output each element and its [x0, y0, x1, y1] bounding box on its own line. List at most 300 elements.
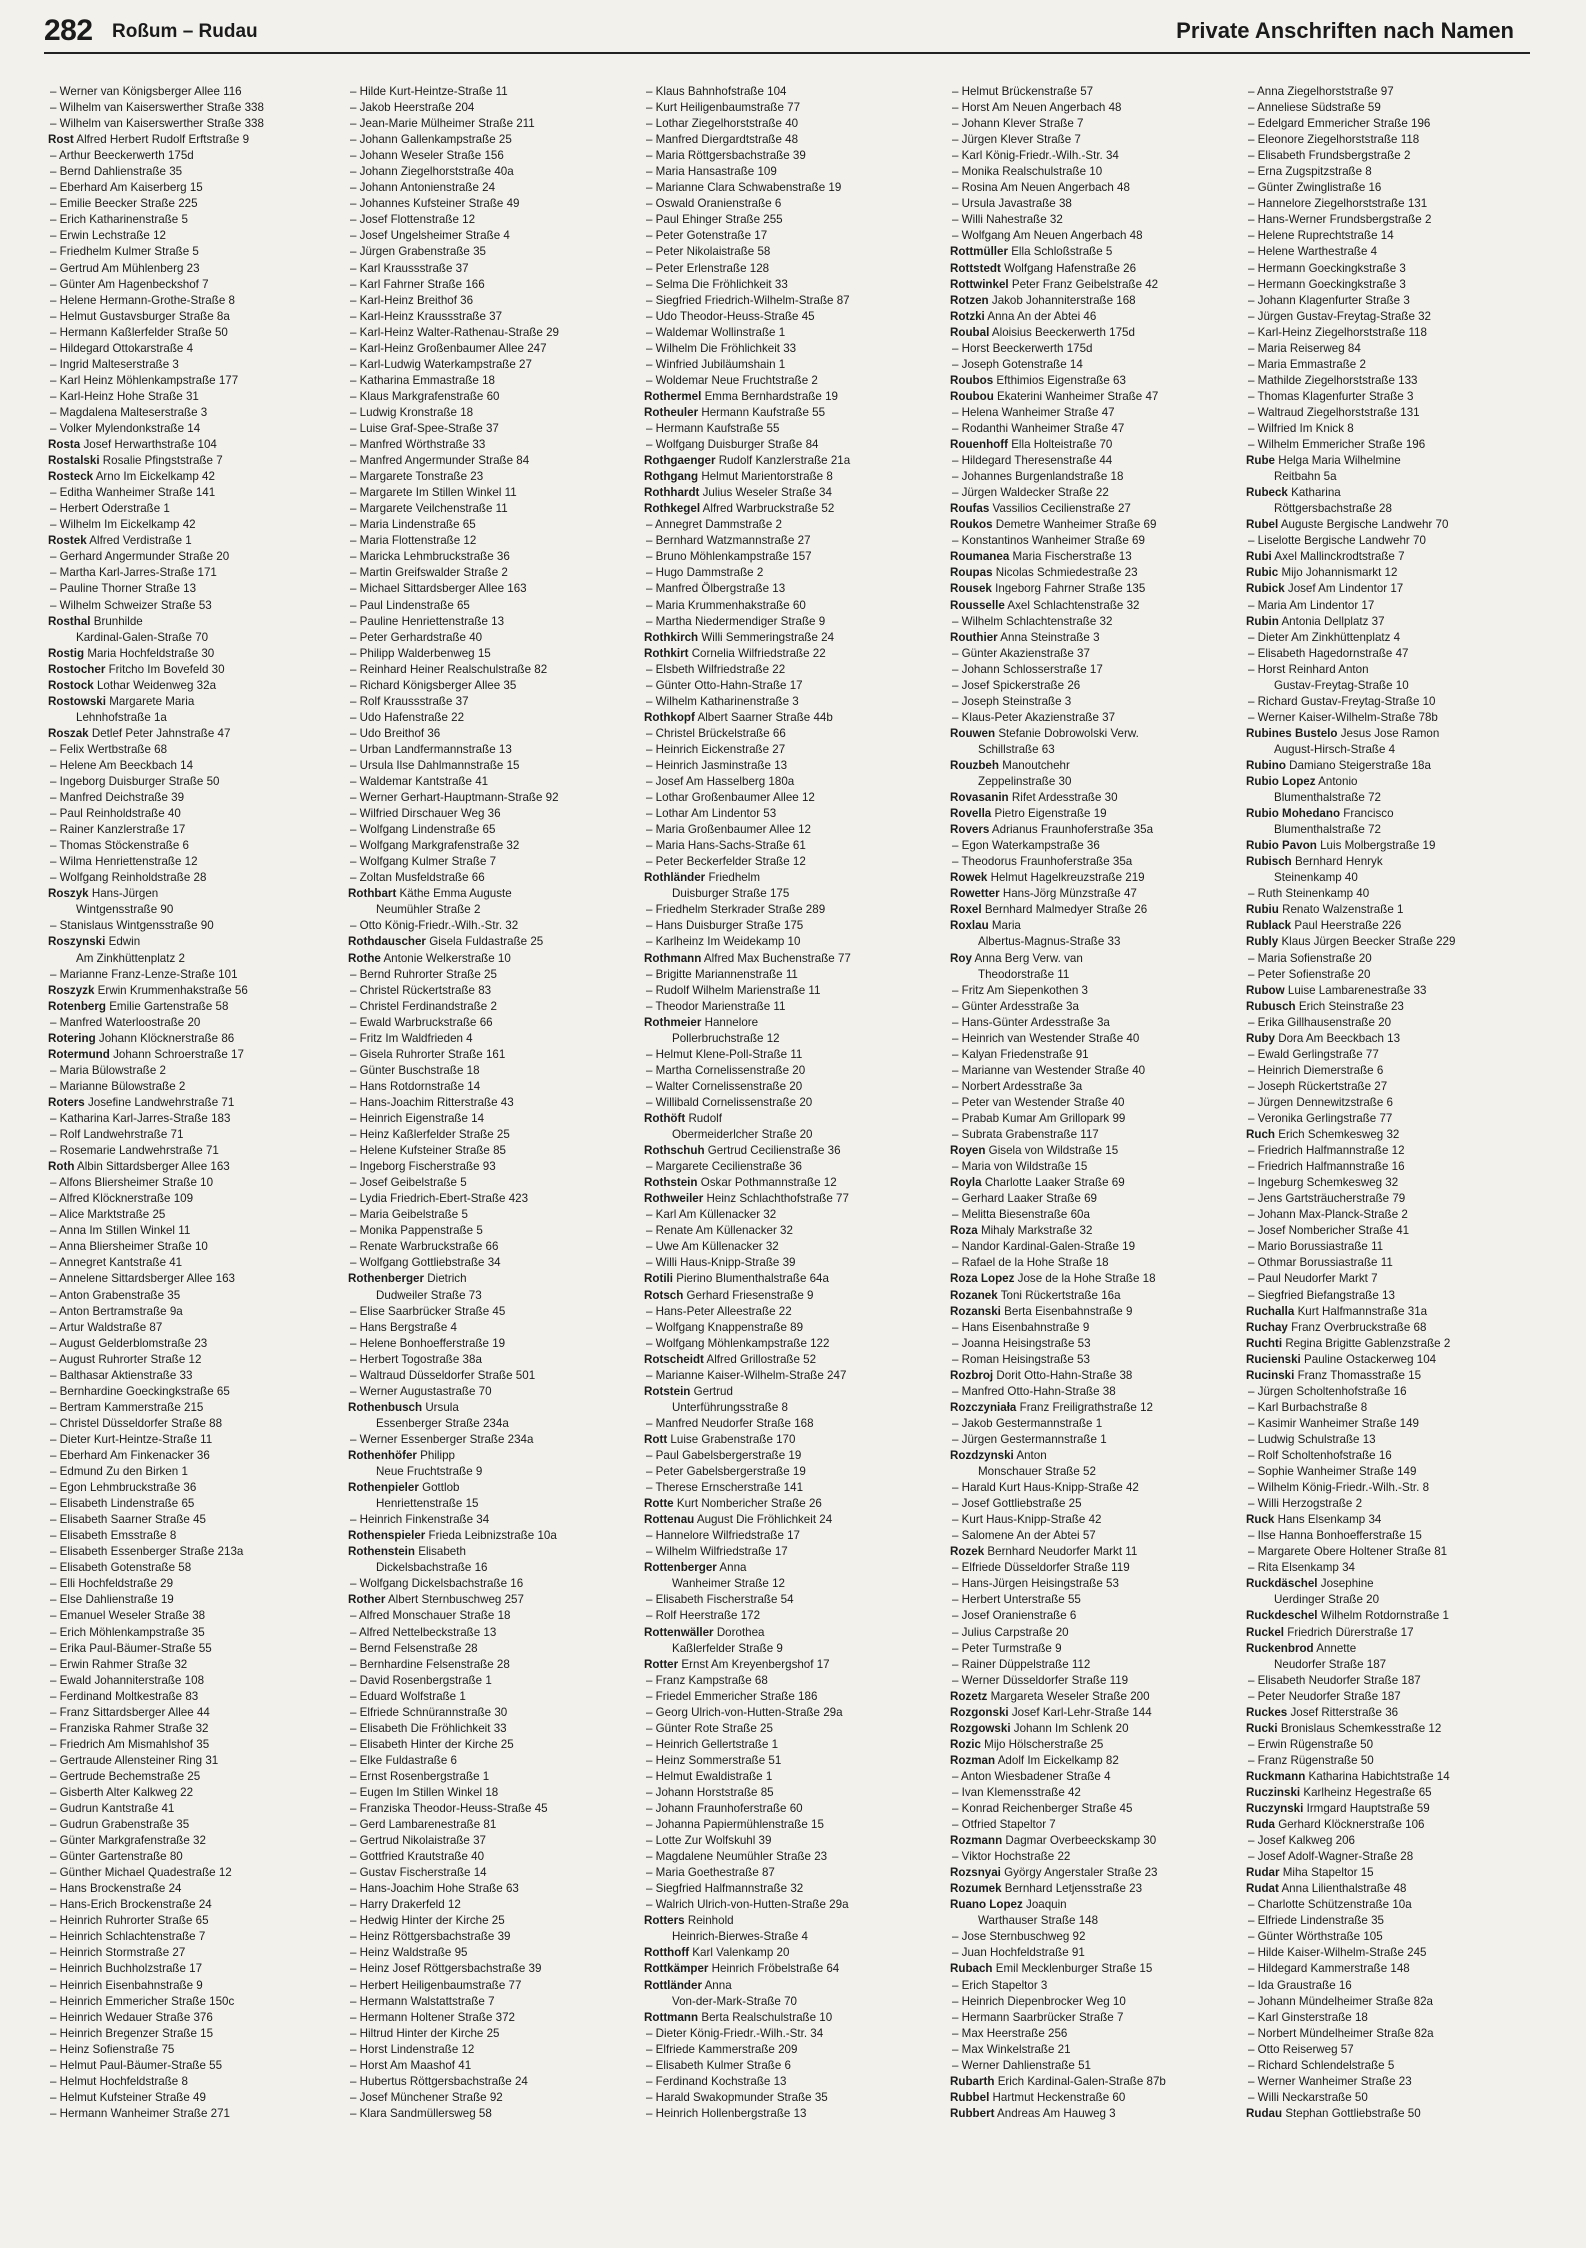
sub-entry: – Josef Adolf-Wagner-Straße 28 [1248, 1850, 1414, 1864]
sub-entry: – Martha Niedermendiger Straße 9 [646, 614, 826, 628]
entry-details: Gerhard Friesenstraße 9 [686, 1288, 814, 1302]
sub-entry: – Margarete Tonstraße 23 [350, 470, 484, 484]
surname: Roszak [48, 726, 89, 740]
address-continuation: Schillstraße 63 [978, 742, 1055, 756]
sub-entry: – Gottfried Krautstraße 40 [350, 1850, 485, 1864]
sub-entry: – Gustav Fischerstraße 14 [350, 1866, 487, 1880]
sub-entry: – Charlotte Schützenstraße 10a [1248, 1898, 1412, 1912]
entry-details: August Die Fröhlichkeit 24 [696, 1513, 833, 1527]
surname: Rozek [950, 1545, 985, 1559]
sub-entry: – Klaus Bahnhofstraße 104 [646, 85, 787, 98]
surname: Rothhardt [644, 486, 700, 500]
surname-entry [348, 1271, 630, 1287]
sub-entry: – Hilde Kurt-Heintze-Straße 11 [350, 85, 508, 98]
surname-entry [950, 2106, 1232, 2122]
entry-details: Charlotte Laaker Straße 69 [984, 1176, 1125, 1190]
sub-entry: – Horst Lindenstraße 12 [350, 2042, 475, 2056]
surname: Rouenhoff [950, 438, 1008, 452]
surname-entry [1246, 1304, 1528, 1320]
sub-entry: – Edmund Zu den Birken 1 [50, 1465, 188, 1479]
surname: Roters [48, 1095, 85, 1109]
surname-entry [950, 726, 1232, 742]
surname-entry [48, 132, 330, 148]
surname: Ruczinski [1246, 1785, 1301, 1799]
sub-entry: – Johann Mündelheimer Straße 82a [1248, 1994, 1433, 2008]
surname: Ruckenbrod [1246, 1641, 1314, 1655]
sub-entry: – Helene Ruprechtstraße 14 [1248, 229, 1394, 243]
surname: Rubisch [1246, 855, 1292, 869]
surname: Rube [1246, 454, 1275, 468]
sub-entry: – Anna Bliersheimer Straße 10 [50, 1240, 208, 1254]
sub-entry: – Heinrich Stormstraße 27 [50, 1946, 186, 1960]
surname: Rubbel [950, 2090, 990, 2104]
surname: Rothgaenger [644, 454, 716, 468]
address-continuation: Theodorstraße 11 [978, 967, 1070, 981]
sub-entry: – Günter Buschstraße 18 [350, 1063, 480, 1077]
surname-entry [950, 389, 1232, 405]
entry-details: Demetre Wanheimer Straße 69 [995, 518, 1157, 532]
sub-entry: – Paul Ehinger Straße 255 [646, 213, 783, 227]
surname: Rubio Pavon [1246, 839, 1317, 853]
sub-entry: – Karl-Heinz Ziegelhorststraße 118 [1248, 325, 1427, 339]
sub-entry: – Werner Gerhart-Hauptmann-Straße 92 [350, 791, 559, 805]
surname-entry [950, 2090, 1232, 2106]
sub-entry: – Jürgen Waldecker Straße 22 [952, 486, 1109, 500]
sub-entry: – Ruth Steinenkamp 40 [1248, 887, 1370, 901]
sub-entry: – Jakob Heerstraße 204 [350, 101, 475, 115]
sub-entry: – Uwe Am Küllenacker 32 [646, 1240, 779, 1254]
surname-entry [1246, 934, 1528, 950]
entry-details: Johann Schroerstraße 17 [113, 1047, 244, 1061]
surname: Royla [950, 1176, 982, 1190]
surname-entry [644, 469, 926, 485]
surname: Roubou [950, 389, 994, 403]
sub-entry: – Heinrich Finkenstraße 34 [350, 1513, 490, 1527]
sub-entry: – Maria Großenbaumer Allee 12 [646, 823, 811, 837]
surname: Roumanea [950, 550, 1010, 564]
entry-details: Axel Schlachtenstraße 32 [1007, 598, 1140, 612]
sub-entry: – Eugen Im Stillen Winkel 18 [350, 1785, 499, 1799]
sub-entry: – Peter Turmstraße 9 [952, 1641, 1062, 1655]
surname-entry [644, 630, 926, 646]
surname: Rozic [950, 1737, 981, 1751]
sub-entry: – Peter Gabelsbergerstraße 19 [646, 1465, 806, 1479]
sub-entry: – Rainer Düppelstraße 112 [952, 1657, 1091, 1671]
sub-entry: – Gerhard Laaker Straße 69 [952, 1192, 1098, 1206]
surname-entry [950, 1544, 1232, 1560]
entry-details: Gisela von Wildstraße 15 [988, 1144, 1119, 1158]
sub-entry: – Dieter Kurt-Heintze-Straße 11 [50, 1432, 213, 1446]
entry-details: Hartmut Heckenstraße 60 [992, 2090, 1126, 2104]
sub-entry: – Erich Stapeltor 3 [952, 1978, 1048, 1992]
address-continuation: Röttgersbachstraße 28 [1274, 502, 1392, 516]
sub-entry: – Gudrun Kantstraße 41 [50, 1802, 175, 1816]
surname-entry [1246, 1801, 1528, 1817]
surname-entry [48, 614, 330, 630]
surname-entry [950, 325, 1232, 341]
sub-entry: – Maria Goethestraße 87 [646, 1866, 775, 1880]
surname: Routhier [950, 630, 998, 644]
sub-entry: – Maria Hansastraße 109 [646, 165, 777, 179]
address-continuation: Duisburger Straße 175 [672, 887, 790, 901]
entry-details: Hans Elsenkamp 34 [1277, 1513, 1382, 1527]
sub-entry: – Wilfried Im Knick 8 [1248, 421, 1354, 435]
surname-entry [48, 533, 330, 549]
sub-entry: – Peter Beckerfelder Straße 12 [646, 855, 806, 869]
sub-entry: – Elisabeth Fischerstraße 54 [646, 1593, 794, 1607]
entry-details: Dorothea [716, 1625, 765, 1639]
sub-entry: – Josef Spickerstraße 26 [952, 678, 1081, 692]
surname-entry [1246, 1336, 1528, 1352]
surname-entry [950, 1833, 1232, 1849]
address-continuation: Wintgensstraße 90 [76, 903, 174, 917]
directory-column-2 [348, 84, 630, 2122]
surname: Rothweiler [644, 1192, 704, 1206]
surname: Ruck [1246, 1513, 1275, 1527]
surname-entry [48, 453, 330, 469]
surname-entry [644, 405, 926, 421]
sub-entry: – Rafael de la Hohe Straße 18 [952, 1256, 1109, 1270]
sub-entry: – Hermann Goeckingkstraße 3 [1248, 277, 1406, 291]
entry-details: Annette [1316, 1641, 1357, 1655]
sub-entry: – Johannes Kufsteiner Straße 49 [350, 197, 520, 211]
entry-details: Karl Valenkamp 20 [692, 1946, 790, 1960]
surname: Roszyzk [48, 983, 95, 997]
sub-entry: – Horst Beeckerwerth 175d [952, 341, 1093, 355]
surname-entry [950, 598, 1232, 614]
surname: Rubarth [950, 2074, 995, 2088]
entry-details: Albin Sittardsberger Allee 163 [77, 1160, 230, 1174]
surname-entry [1246, 806, 1528, 822]
entry-details: Anna [704, 1978, 732, 1992]
sub-entry: – Maria Geibelstraße 5 [350, 1208, 468, 1222]
entry-details: Damiano Steigerstraße 18a [1289, 758, 1431, 772]
sub-entry: – Theodorus Fraunhoferstraße 35a [952, 855, 1133, 869]
surname-entry [1246, 581, 1528, 597]
sub-entry: – Heinz Sofienstraße 75 [50, 2042, 175, 2056]
entry-details: Irmgard Hauptstraße 59 [1306, 1802, 1430, 1816]
surname: Roukos [950, 518, 993, 532]
entry-details: Bernhard Neudorfer Markt 11 [987, 1545, 1138, 1559]
sub-entry: – Waltraud Düsseldorfer Straße 501 [350, 1368, 536, 1382]
entry-details: Efthimios Eigenstraße 63 [996, 373, 1126, 387]
surname: Rowetter [950, 887, 1000, 901]
sub-entry: – Salomene An der Abtei 57 [952, 1529, 1096, 1543]
entry-details: Ursula [425, 1400, 459, 1414]
sub-entry: – Helmut Paul-Bäumer-Straße 55 [50, 2058, 223, 2072]
sub-entry: – Günter Am Hagenbeckshof 7 [50, 277, 209, 291]
entry-details: Antonie Welkerstraße 10 [383, 951, 511, 965]
sub-entry: – Urban Landfermannstraße 13 [350, 742, 512, 756]
sub-entry: – Elfriede Lindenstraße 35 [1248, 1914, 1384, 1928]
sub-entry: – Julius Carpstraße 20 [952, 1625, 1069, 1639]
surname-entry [950, 1288, 1232, 1304]
surname: Rothenhöfer [348, 1448, 417, 1462]
surname-entry [1246, 549, 1528, 565]
sub-entry: – Franz Rügenstraße 50 [1248, 1753, 1374, 1767]
sub-entry: – Zoltan Musfeldstraße 66 [350, 871, 485, 885]
sub-entry: – Hans Eisenbahnstraße 9 [952, 1320, 1090, 1334]
sub-entry: – Ferdinand Moltkestraße 83 [50, 1689, 199, 1703]
sub-entry: – Josef Am Hasselberg 180a [646, 775, 795, 789]
surname-entry [1246, 999, 1528, 1015]
surname-entry [1246, 1817, 1528, 1833]
sub-entry: – Christel Brückelstraße 66 [646, 726, 786, 740]
surname-entry [644, 1191, 926, 1207]
sub-entry: – Franziska Theodor-Heuss-Straße 45 [350, 1802, 548, 1816]
sub-entry: – Lothar Ziegelhorststraße 40 [646, 117, 799, 131]
surname: Rouwen [950, 726, 996, 740]
sub-entry: – Elisabeth Neudorfer Straße 187 [1248, 1673, 1421, 1687]
sub-entry: – Wilhelm Die Fröhlichkeit 33 [646, 341, 797, 355]
sub-entry: – Heinz Sommerstraße 51 [646, 1753, 782, 1767]
sub-entry: – Günter Akazienstraße 37 [952, 646, 1090, 660]
entry-details: Albert Saarner Straße 44b [697, 710, 833, 724]
sub-entry: – Hermann Saarbrücker Straße 7 [952, 2010, 1124, 2024]
sub-entry: – Klaus-Peter Akazienstraße 37 [952, 710, 1116, 724]
sub-entry: – Gertraude Allensteiner Ring 31 [50, 1753, 219, 1767]
sub-entry: – Helena Wanheimer Straße 47 [952, 405, 1115, 419]
sub-entry: – Alice Marktstraße 25 [50, 1208, 166, 1222]
surname-entry [644, 485, 926, 501]
sub-entry: – Karl-Heinz Breithof 36 [350, 293, 474, 307]
surname: Rothöft [644, 1112, 686, 1125]
directory-column-3 [644, 84, 926, 2122]
sub-entry: – Josef Kalkweg 206 [1248, 1834, 1355, 1848]
surname: Rotter [644, 1657, 679, 1671]
sub-entry: – Elsbeth Wilfriedstraße 22 [646, 662, 786, 676]
header-rule [44, 52, 1530, 54]
sub-entry: – Klara Sandmüllersweg 58 [350, 2106, 492, 2120]
surname-entry [48, 694, 330, 710]
address-continuation: Von-der-Mark-Straße 70 [672, 1994, 798, 2008]
page-number: 282 [44, 14, 93, 47]
address-continuation: Neumühler Straße 2 [376, 903, 481, 917]
sub-entry: – Hildegard Ottokarstraße 4 [50, 341, 194, 355]
entry-details: Luise Grabenstraße 170 [670, 1432, 796, 1446]
entry-details: Frieda Leibnizstraße 10a [428, 1529, 557, 1543]
surname-entry [644, 1496, 926, 1512]
entry-details: Joaquin [1026, 1898, 1067, 1912]
sub-entry: – Wolfgang Dickelsbachstraße 16 [350, 1577, 524, 1591]
sub-entry: – Elisabeth Lindenstraße 65 [50, 1497, 195, 1511]
surname: Rozmann [950, 1834, 1003, 1848]
address-continuation: Heinrich-Bierwes-Straße 4 [672, 1930, 808, 1944]
sub-entry: – Margarete Veilchenstraße 11 [350, 502, 508, 516]
surname: Rousselle [950, 598, 1005, 612]
sub-entry: – Hildegard Kammerstraße 148 [1248, 1962, 1410, 1976]
sub-entry: – Josef Gottliebstraße 25 [952, 1497, 1082, 1511]
sub-entry: – Hugo Dammstraße 2 [646, 566, 764, 580]
sub-entry: – Karl-Ludwig Waterkampstraße 27 [350, 357, 532, 371]
surname-entry [950, 581, 1232, 597]
surname: Rottmann [644, 2010, 699, 2024]
surname-entry [1246, 565, 1528, 581]
surname-entry [1246, 1785, 1528, 1801]
sub-entry: – Willi Haus-Knipp-Straße 39 [646, 1256, 796, 1270]
entry-details: Josef Am Lindentor 17 [1287, 582, 1404, 596]
sub-entry: – Martin Greifswalder Straße 2 [350, 566, 508, 580]
entry-details: Pierino Blumenthalstraße 64a [676, 1272, 829, 1286]
surname: Rottenberger [644, 1561, 717, 1575]
surname-entry [644, 1625, 926, 1641]
sub-entry: – Helmut Hochfeldstraße 8 [50, 2074, 188, 2088]
sub-entry: – Friedel Emmericher Straße 186 [646, 1689, 818, 1703]
surname-entry [348, 1528, 630, 1544]
entry-details: Hermann Kaufstraße 55 [701, 405, 826, 419]
sub-entry: – Gertrud Nikolaistraße 37 [350, 1834, 486, 1848]
surname-entry [1246, 2106, 1528, 2122]
surname: Rothstein [644, 1176, 698, 1190]
surname: Rottwinkel [950, 277, 1009, 291]
sub-entry: – Elisabeth Hagedornstraße 47 [1248, 646, 1409, 660]
address-continuation: Dudweiler Straße 73 [376, 1288, 482, 1302]
sub-entry: – Wilhelm König-Friedr.-Wilh.-Str. 8 [1248, 1481, 1430, 1495]
sub-entry: – Joseph Steinstraße 3 [952, 694, 1072, 708]
sub-entry: – Hannelore Ziegelhorststraße 131 [1248, 197, 1428, 211]
surname: Roupas [950, 566, 993, 580]
entry-details: Paul Heerstraße 226 [1294, 919, 1402, 933]
surname-entry [644, 1512, 926, 1528]
surname-entry [950, 886, 1232, 902]
sub-entry: – Peter Gotenstraße 17 [646, 229, 768, 243]
surname: Rothkegel [644, 502, 701, 516]
sub-entry: – August Ruhrorter Straße 12 [50, 1352, 202, 1366]
sub-entry: – Heinz Röttgersbachstraße 39 [350, 1930, 511, 1944]
sub-entry: – Subrata Grabenstraße 117 [952, 1128, 1099, 1142]
sub-entry: – Lotte Zur Wolfskuhl 39 [646, 1834, 772, 1848]
sub-entry: – Günter Zwinglistraße 16 [1248, 181, 1382, 195]
sub-entry: – Hermann Walstattstraße 7 [350, 1994, 495, 2008]
sub-entry: – Annelene Sittardsberger Allee 163 [50, 1272, 235, 1286]
address-continuation: Uerdinger Straße 20 [1274, 1593, 1380, 1607]
sub-entry: – Klaus Markgrafenstraße 60 [350, 389, 500, 403]
sub-entry: – Wilhelm Im Eickelkamp 42 [50, 518, 196, 532]
surname: Rubbert [950, 2106, 995, 2120]
entry-details: Julius Weseler Straße 34 [702, 486, 832, 500]
surname-entry [644, 1978, 926, 1994]
sub-entry: – Erwin Lechstraße 12 [50, 229, 166, 243]
surname-entry [644, 1961, 926, 1977]
sub-entry: – Bernd Dahlienstraße 35 [50, 165, 183, 179]
sub-entry: – Wilma Henriettenstraße 12 [50, 855, 198, 869]
sub-entry: – Harry Drakerfeld 12 [350, 1898, 461, 1912]
surname-entry [644, 1560, 926, 1576]
sub-entry: – Christel Rückertstraße 83 [350, 983, 492, 997]
sub-entry: – Hans Bergstraße 4 [350, 1320, 457, 1334]
entry-details: Renato Walzenstraße 1 [1282, 903, 1404, 917]
sub-entry: – Jean-Marie Mülheimer Straße 211 [350, 117, 535, 131]
sub-entry: – Johann Ziegelhorststraße 40a [350, 165, 514, 179]
surname: Rousek [950, 582, 992, 596]
sub-entry: – Helene Warthestraße 4 [1248, 245, 1378, 259]
sub-entry: – Joseph Rückertstraße 27 [1248, 1079, 1388, 1093]
surname: Rostocher [48, 662, 106, 676]
surname: Rothenbusch [348, 1400, 423, 1414]
sub-entry: – Wilfried Dirschauer Weg 36 [350, 807, 501, 821]
sub-entry: – Wilhelm van Kaiserswerther Straße 338 [50, 117, 264, 131]
sub-entry: – Joanna Heisingstraße 53 [952, 1336, 1091, 1350]
surname: Roszynski [48, 935, 106, 949]
entry-details: Aloisius Beeckerwerth 175d [991, 325, 1135, 339]
sub-entry: – Ursula Javastraße 38 [952, 197, 1072, 211]
sub-entry: – Helmut Kufsteiner Straße 49 [50, 2090, 206, 2104]
sub-entry: – Dieter Am Zinkhüttenplatz 4 [1248, 630, 1401, 644]
sub-entry: – Rosina Am Neuen Angerbach 48 [952, 181, 1130, 195]
entry-details: Berta Realschulstraße 10 [701, 2010, 833, 2024]
sub-entry: – Gisberth Alter Kalkweg 22 [50, 1785, 194, 1799]
sub-entry: – Günter Gartenstraße 80 [50, 1850, 183, 1864]
entry-details: Pietro Eigenstraße 19 [994, 807, 1107, 821]
sub-entry: – Margarete Cecilienstraße 36 [646, 1160, 802, 1174]
sub-entry: – Edelgard Emmericher Straße 196 [1248, 117, 1431, 131]
sub-entry: – Artur Waldstraße 87 [50, 1320, 163, 1334]
entry-details: Josef Karl-Lehr-Straße 144 [1011, 1705, 1152, 1719]
sub-entry: – Udo Theodor-Heuss-Straße 45 [646, 309, 815, 323]
surname-entry [1246, 726, 1528, 742]
surname-entry [1246, 485, 1528, 501]
sub-entry: – Wilhelm van Kaiserswerther Straße 338 [50, 101, 264, 115]
entry-details: Adrianus Fraunhoferstraße 35a [991, 823, 1154, 837]
sub-entry: – Friedhelm Kulmer Straße 5 [50, 245, 199, 259]
surname-entry [950, 261, 1232, 277]
surname: Rotili [644, 1272, 673, 1286]
sub-entry: – Johann Max-Planck-Straße 2 [1248, 1208, 1408, 1222]
sub-entry: – Johanna Papiermühlenstraße 15 [646, 1818, 824, 1832]
sub-entry: – Friedrich Halfmannstraße 16 [1248, 1160, 1405, 1174]
surname-entry [48, 1159, 330, 1175]
sub-entry: – Manfred Diergardtstraße 48 [646, 133, 799, 147]
surname-entry [48, 1047, 330, 1063]
sub-entry: – Elke Fuldastraße 6 [350, 1753, 457, 1767]
surname: Rubly [1246, 935, 1279, 949]
address-continuation: Blumenthalstraße 72 [1274, 791, 1381, 805]
sub-entry: – Manfred Waterloostraße 20 [50, 1015, 201, 1029]
sub-entry: – Heinrich Ruhrorter Straße 65 [50, 1914, 209, 1928]
surname: Rothkirt [644, 646, 689, 660]
surname-entry [1246, 1881, 1528, 1897]
entry-details: Antonia Dellplatz 37 [1281, 614, 1385, 628]
sub-entry: – Johannes Burgenlandstraße 18 [952, 470, 1124, 484]
directory-column-5 [1246, 84, 1528, 2122]
surname: Rotstein [644, 1384, 691, 1398]
entry-details: Bernhard Henryk [1294, 855, 1383, 869]
surname-entry [950, 1304, 1232, 1320]
sub-entry: – Erika Gillhausenstraße 20 [1248, 1015, 1392, 1029]
sub-entry: – Jürgen Gustav-Freytag-Straße 32 [1248, 309, 1432, 323]
sub-entry: – Joseph Gotenstraße 14 [952, 357, 1083, 371]
surname-entry [950, 517, 1232, 533]
sub-entry: – Anton Grabenstraße 35 [50, 1288, 181, 1302]
sub-entry: – Otfried Stapeltor 7 [952, 1818, 1056, 1832]
sub-entry: – Anneliese Südstraße 59 [1248, 101, 1381, 115]
entry-details: Gerhard Klöcknerstraße 106 [1278, 1818, 1425, 1832]
sub-entry: – Rolf Scholtenhofstraße 16 [1248, 1448, 1392, 1462]
surname-entry [48, 1031, 330, 1047]
surname: Rozbroj [950, 1368, 994, 1382]
entry-details: Stephan Gottliebstraße 50 [1285, 2106, 1421, 2120]
sub-entry: – Ewald Warbruckstraße 66 [350, 1015, 493, 1029]
entry-details: Anna Lilienthalstraße 48 [1281, 1882, 1407, 1896]
sub-entry: – Karl-Heinz Hohe Straße 31 [50, 389, 199, 403]
sub-entry: – Hiltrud Hinter der Kirche 25 [350, 2026, 500, 2040]
surname: Rosta [48, 438, 81, 452]
surname-entry [1246, 517, 1528, 533]
sub-entry: – Wilhelm Emmericher Straße 196 [1248, 438, 1426, 452]
sub-entry: – Heinrich Eickenstraße 27 [646, 742, 786, 756]
sub-entry: – Katharina Karl-Jarres-Straße 183 [50, 1112, 231, 1125]
entry-details: Helmut Marientorstraße 8 [701, 470, 833, 484]
